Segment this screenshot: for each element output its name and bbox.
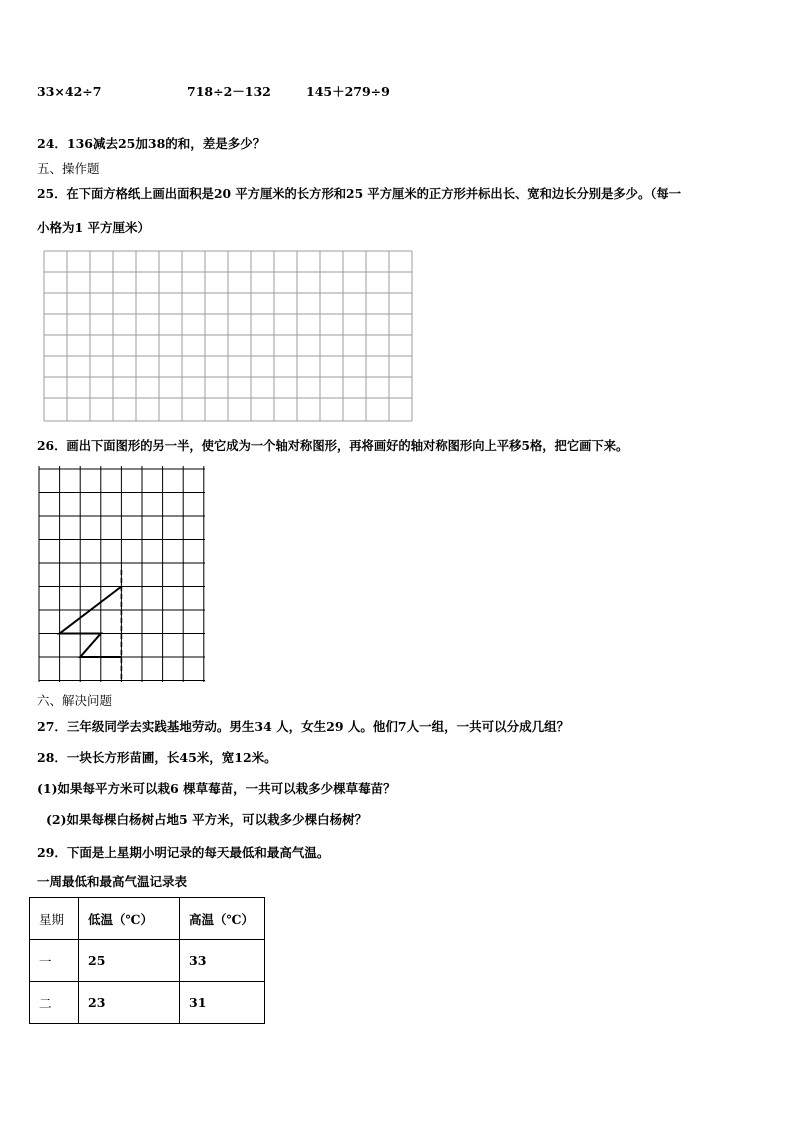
question-27: 27．三年级同学去实践基地劳动。男生34 人，女生29 人。他们7人一组，一共可以分成几组？ bbox=[37, 719, 570, 734]
header-low-temp: 低温（℃） bbox=[79, 898, 180, 940]
question-24: 24．136减去25加38的和，差是多少？ bbox=[37, 136, 266, 151]
cell-high-temp: 33 bbox=[180, 940, 265, 982]
cell-high-temp: 31 bbox=[180, 982, 265, 1024]
cell-low-temp: 23 bbox=[79, 982, 180, 1024]
question-28-part-2: (2)如果每棵白杨树占地5 平方米，可以栽多少棵白杨树？ bbox=[46, 812, 368, 827]
grid-figure-26[interactable] bbox=[36, 466, 208, 684]
temperature-table bbox=[29, 897, 265, 1024]
cell-weekday: 二 bbox=[30, 982, 79, 1024]
question-25-line-2: 小格为1 平方厘米） bbox=[37, 220, 151, 235]
cell-low-temp: 25 bbox=[79, 940, 180, 982]
header-high-temp: 高温（℃） bbox=[180, 898, 265, 940]
calc-expression-2: 718÷2－132 bbox=[187, 84, 271, 99]
section-5-heading: 五、操作题 bbox=[37, 161, 100, 176]
section-6-heading: 六、解决问题 bbox=[37, 693, 113, 708]
question-28: 28．一块长方形苗圃，长45米，宽12米。 bbox=[37, 750, 277, 765]
question-25-line-1: 25．在下面方格纸上画出面积是20 平方厘米的长方形和25 平方厘米的正方形并标出长、宽和边长分别是多少。（每一 bbox=[37, 186, 682, 201]
table-row bbox=[30, 982, 265, 1024]
question-29: 29．下面是上星期小明记录的每天最低和最高气温。 bbox=[37, 845, 330, 860]
question-26: 26．画出下面图形的另一半，使它成为一个轴对称图形，再将画好的轴对称图形向上平移5格，把它画下来。 bbox=[37, 438, 629, 453]
table-row bbox=[30, 940, 265, 982]
cell-weekday: 一 bbox=[30, 940, 79, 982]
header-weekday: 星期 bbox=[30, 898, 79, 940]
half-figure bbox=[60, 587, 122, 658]
table-header-row bbox=[30, 898, 265, 940]
grid-paper-25[interactable] bbox=[40, 248, 415, 422]
calc-expression-1: 33×42÷7 bbox=[37, 84, 102, 99]
table-title: 一周最低和最高气温记录表 bbox=[37, 874, 188, 889]
question-28-part-1: (1)如果每平方米可以栽6 棵草莓苗，一共可以栽多少棵草莓苗？ bbox=[37, 781, 396, 796]
calc-expression-3: 145＋279÷9 bbox=[306, 84, 390, 99]
